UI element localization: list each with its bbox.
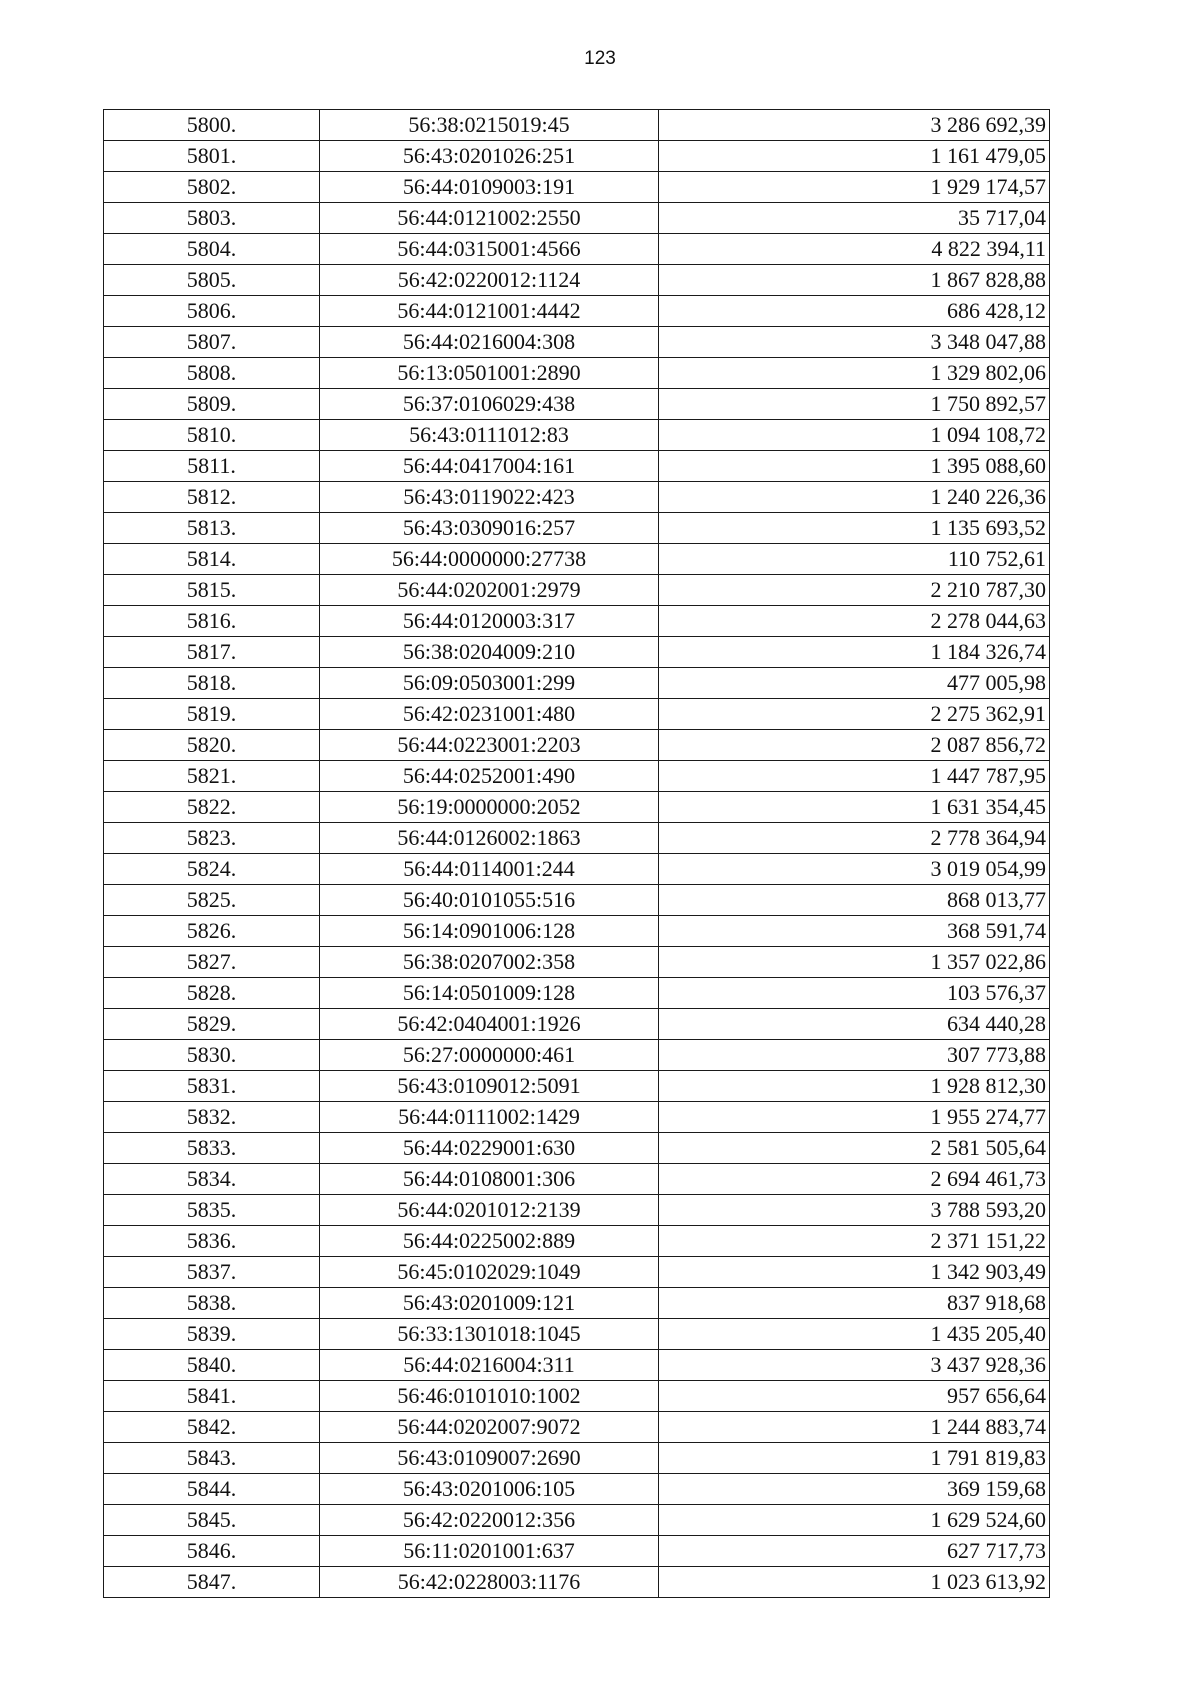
table-row xyxy=(104,544,1050,575)
table-row xyxy=(104,575,1050,606)
cadastral-number-cell: 56:43:0201026:251 xyxy=(320,141,659,172)
table-row xyxy=(104,482,1050,513)
row-number-cell: 5843. xyxy=(104,1443,320,1474)
cadastral-number-cell: 56:44:0202001:2979 xyxy=(320,575,659,606)
cadastral-number-cell: 56:43:0201009:121 xyxy=(320,1288,659,1319)
table-row xyxy=(104,730,1050,761)
cadastral-number-cell: 56:44:0000000:27738 xyxy=(320,544,659,575)
cadastral-number-cell: 56:11:0201001:637 xyxy=(320,1536,659,1567)
table-row xyxy=(104,1567,1050,1598)
value-cell: 627 717,73 xyxy=(659,1536,1050,1567)
table-row xyxy=(104,451,1050,482)
row-number-cell: 5800. xyxy=(104,110,320,141)
table-row xyxy=(104,1412,1050,1443)
value-cell: 1 184 326,74 xyxy=(659,637,1050,668)
table-row xyxy=(104,420,1050,451)
row-number-cell: 5806. xyxy=(104,296,320,327)
table-row xyxy=(104,110,1050,141)
value-cell: 837 918,68 xyxy=(659,1288,1050,1319)
table-row xyxy=(104,1195,1050,1226)
cadastral-number-cell: 56:44:0229001:630 xyxy=(320,1133,659,1164)
table-row xyxy=(104,1350,1050,1381)
row-number-cell: 5818. xyxy=(104,668,320,699)
value-cell: 1 357 022,86 xyxy=(659,947,1050,978)
value-cell: 1 023 613,92 xyxy=(659,1567,1050,1598)
table-row xyxy=(104,1536,1050,1567)
cadastral-number-cell: 56:45:0102029:1049 xyxy=(320,1257,659,1288)
value-cell: 2 778 364,94 xyxy=(659,823,1050,854)
row-number-cell: 5802. xyxy=(104,172,320,203)
row-number-cell: 5833. xyxy=(104,1133,320,1164)
value-cell: 1 161 479,05 xyxy=(659,141,1050,172)
value-cell: 1 791 819,83 xyxy=(659,1443,1050,1474)
row-number-cell: 5825. xyxy=(104,885,320,916)
table-row xyxy=(104,823,1050,854)
table-row xyxy=(104,1505,1050,1536)
row-number-cell: 5810. xyxy=(104,420,320,451)
cadastral-number-cell: 56:44:0120003:317 xyxy=(320,606,659,637)
table-row xyxy=(104,265,1050,296)
cadastral-number-cell: 56:42:0220012:1124 xyxy=(320,265,659,296)
row-number-cell: 5813. xyxy=(104,513,320,544)
cadastral-number-cell: 56:43:0109007:2690 xyxy=(320,1443,659,1474)
cadastral-number-cell: 56:27:0000000:461 xyxy=(320,1040,659,1071)
value-cell: 3 019 054,99 xyxy=(659,854,1050,885)
value-cell: 686 428,12 xyxy=(659,296,1050,327)
cadastral-number-cell: 56:44:0202007:9072 xyxy=(320,1412,659,1443)
row-number-cell: 5847. xyxy=(104,1567,320,1598)
table-row xyxy=(104,885,1050,916)
value-cell: 110 752,61 xyxy=(659,544,1050,575)
value-cell: 368 591,74 xyxy=(659,916,1050,947)
row-number-cell: 5817. xyxy=(104,637,320,668)
row-number-cell: 5837. xyxy=(104,1257,320,1288)
table-row xyxy=(104,1102,1050,1133)
row-number-cell: 5814. xyxy=(104,544,320,575)
table-row xyxy=(104,203,1050,234)
table-row xyxy=(104,1226,1050,1257)
row-number-cell: 5836. xyxy=(104,1226,320,1257)
table-row xyxy=(104,792,1050,823)
row-number-cell: 5841. xyxy=(104,1381,320,1412)
value-cell: 2 275 362,91 xyxy=(659,699,1050,730)
row-number-cell: 5830. xyxy=(104,1040,320,1071)
table-row xyxy=(104,916,1050,947)
table-row xyxy=(104,513,1050,544)
value-cell: 369 159,68 xyxy=(659,1474,1050,1505)
table-row xyxy=(104,699,1050,730)
row-number-cell: 5842. xyxy=(104,1412,320,1443)
row-number-cell: 5822. xyxy=(104,792,320,823)
table-row xyxy=(104,1071,1050,1102)
cadastral-number-cell: 56:44:0315001:4566 xyxy=(320,234,659,265)
table-row xyxy=(104,1040,1050,1071)
value-cell: 2 581 505,64 xyxy=(659,1133,1050,1164)
cadastral-number-cell: 56:43:0119022:423 xyxy=(320,482,659,513)
registry-table xyxy=(103,109,1050,1598)
cadastral-number-cell: 56:43:0309016:257 xyxy=(320,513,659,544)
row-number-cell: 5804. xyxy=(104,234,320,265)
value-cell: 1 240 226,36 xyxy=(659,482,1050,513)
value-cell: 1 447 787,95 xyxy=(659,761,1050,792)
row-number-cell: 5815. xyxy=(104,575,320,606)
cadastral-number-cell: 56:44:0121001:4442 xyxy=(320,296,659,327)
cadastral-number-cell: 56:38:0204009:210 xyxy=(320,637,659,668)
table-row xyxy=(104,172,1050,203)
table-row xyxy=(104,1257,1050,1288)
row-number-cell: 5809. xyxy=(104,389,320,420)
table-row xyxy=(104,327,1050,358)
registry-table-body xyxy=(104,110,1050,1598)
row-number-cell: 5801. xyxy=(104,141,320,172)
value-cell: 1 342 903,49 xyxy=(659,1257,1050,1288)
cadastral-number-cell: 56:44:0126002:1863 xyxy=(320,823,659,854)
cadastral-number-cell: 56:19:0000000:2052 xyxy=(320,792,659,823)
cadastral-number-cell: 56:44:0109003:191 xyxy=(320,172,659,203)
value-cell: 1 629 524,60 xyxy=(659,1505,1050,1536)
value-cell: 4 822 394,11 xyxy=(659,234,1050,265)
value-cell: 868 013,77 xyxy=(659,885,1050,916)
cadastral-number-cell: 56:44:0108001:306 xyxy=(320,1164,659,1195)
cadastral-number-cell: 56:44:0223001:2203 xyxy=(320,730,659,761)
table-row xyxy=(104,761,1050,792)
cadastral-number-cell: 56:44:0252001:490 xyxy=(320,761,659,792)
value-cell: 477 005,98 xyxy=(659,668,1050,699)
table-row xyxy=(104,234,1050,265)
row-number-cell: 5811. xyxy=(104,451,320,482)
value-cell: 1 329 802,06 xyxy=(659,358,1050,389)
value-cell: 957 656,64 xyxy=(659,1381,1050,1412)
table-row xyxy=(104,358,1050,389)
table-row xyxy=(104,141,1050,172)
value-cell: 2 278 044,63 xyxy=(659,606,1050,637)
table-row xyxy=(104,1443,1050,1474)
cadastral-number-cell: 56:44:0111002:1429 xyxy=(320,1102,659,1133)
cadastral-number-cell: 56:44:0114001:244 xyxy=(320,854,659,885)
row-number-cell: 5829. xyxy=(104,1009,320,1040)
value-cell: 1 244 883,74 xyxy=(659,1412,1050,1443)
row-number-cell: 5827. xyxy=(104,947,320,978)
value-cell: 3 286 692,39 xyxy=(659,110,1050,141)
value-cell: 1 135 693,52 xyxy=(659,513,1050,544)
value-cell: 1 929 174,57 xyxy=(659,172,1050,203)
table-row xyxy=(104,978,1050,1009)
value-cell: 1 395 088,60 xyxy=(659,451,1050,482)
row-number-cell: 5820. xyxy=(104,730,320,761)
value-cell: 1 631 354,45 xyxy=(659,792,1050,823)
value-cell: 1 867 828,88 xyxy=(659,265,1050,296)
row-number-cell: 5834. xyxy=(104,1164,320,1195)
cadastral-number-cell: 56:44:0417004:161 xyxy=(320,451,659,482)
cadastral-number-cell: 56:14:0501009:128 xyxy=(320,978,659,1009)
row-number-cell: 5838. xyxy=(104,1288,320,1319)
table-row xyxy=(104,606,1050,637)
value-cell: 1 435 205,40 xyxy=(659,1319,1050,1350)
cadastral-number-cell: 56:42:0404001:1926 xyxy=(320,1009,659,1040)
row-number-cell: 5828. xyxy=(104,978,320,1009)
cadastral-number-cell: 56:38:0215019:45 xyxy=(320,110,659,141)
value-cell: 35 717,04 xyxy=(659,203,1050,234)
value-cell: 2 371 151,22 xyxy=(659,1226,1050,1257)
cadastral-number-cell: 56:43:0111012:83 xyxy=(320,420,659,451)
row-number-cell: 5840. xyxy=(104,1350,320,1381)
page-number: 123 xyxy=(584,48,616,69)
row-number-cell: 5826. xyxy=(104,916,320,947)
table-row xyxy=(104,1133,1050,1164)
value-cell: 1 094 108,72 xyxy=(659,420,1050,451)
value-cell: 634 440,28 xyxy=(659,1009,1050,1040)
table-row xyxy=(104,1288,1050,1319)
cadastral-number-cell: 56:44:0121002:2550 xyxy=(320,203,659,234)
value-cell: 2 210 787,30 xyxy=(659,575,1050,606)
row-number-cell: 5823. xyxy=(104,823,320,854)
table-row xyxy=(104,1009,1050,1040)
value-cell: 3 348 047,88 xyxy=(659,327,1050,358)
value-cell: 2 087 856,72 xyxy=(659,730,1050,761)
table-row xyxy=(104,1381,1050,1412)
cadastral-number-cell: 56:44:0216004:308 xyxy=(320,327,659,358)
row-number-cell: 5844. xyxy=(104,1474,320,1505)
cadastral-number-cell: 56:42:0231001:480 xyxy=(320,699,659,730)
cadastral-number-cell: 56:44:0216004:311 xyxy=(320,1350,659,1381)
row-number-cell: 5846. xyxy=(104,1536,320,1567)
row-number-cell: 5812. xyxy=(104,482,320,513)
cadastral-number-cell: 56:42:0220012:356 xyxy=(320,1505,659,1536)
cadastral-number-cell: 56:43:0109012:5091 xyxy=(320,1071,659,1102)
table-row xyxy=(104,1164,1050,1195)
table-row xyxy=(104,1319,1050,1350)
table-row xyxy=(104,947,1050,978)
table-row xyxy=(104,854,1050,885)
cadastral-number-cell: 56:44:0225002:889 xyxy=(320,1226,659,1257)
cadastral-number-cell: 56:42:0228003:1176 xyxy=(320,1567,659,1598)
cadastral-number-cell: 56:14:0901006:128 xyxy=(320,916,659,947)
value-cell: 2 694 461,73 xyxy=(659,1164,1050,1195)
cadastral-number-cell: 56:37:0106029:438 xyxy=(320,389,659,420)
value-cell: 3 788 593,20 xyxy=(659,1195,1050,1226)
row-number-cell: 5845. xyxy=(104,1505,320,1536)
cadastral-number-cell: 56:46:0101010:1002 xyxy=(320,1381,659,1412)
table-row xyxy=(104,1474,1050,1505)
row-number-cell: 5824. xyxy=(104,854,320,885)
row-number-cell: 5816. xyxy=(104,606,320,637)
cadastral-number-cell: 56:33:1301018:1045 xyxy=(320,1319,659,1350)
row-number-cell: 5807. xyxy=(104,327,320,358)
row-number-cell: 5831. xyxy=(104,1071,320,1102)
row-number-cell: 5805. xyxy=(104,265,320,296)
row-number-cell: 5803. xyxy=(104,203,320,234)
value-cell: 307 773,88 xyxy=(659,1040,1050,1071)
row-number-cell: 5821. xyxy=(104,761,320,792)
value-cell: 3 437 928,36 xyxy=(659,1350,1050,1381)
value-cell: 1 928 812,30 xyxy=(659,1071,1050,1102)
value-cell: 103 576,37 xyxy=(659,978,1050,1009)
cadastral-number-cell: 56:40:0101055:516 xyxy=(320,885,659,916)
value-cell: 1 955 274,77 xyxy=(659,1102,1050,1133)
row-number-cell: 5808. xyxy=(104,358,320,389)
cadastral-number-cell: 56:09:0503001:299 xyxy=(320,668,659,699)
cadastral-number-cell: 56:44:0201012:2139 xyxy=(320,1195,659,1226)
table-row xyxy=(104,668,1050,699)
cadastral-number-cell: 56:13:0501001:2890 xyxy=(320,358,659,389)
cadastral-number-cell: 56:43:0201006:105 xyxy=(320,1474,659,1505)
table-row xyxy=(104,389,1050,420)
row-number-cell: 5839. xyxy=(104,1319,320,1350)
table-row xyxy=(104,637,1050,668)
row-number-cell: 5832. xyxy=(104,1102,320,1133)
table-row xyxy=(104,296,1050,327)
row-number-cell: 5819. xyxy=(104,699,320,730)
row-number-cell: 5835. xyxy=(104,1195,320,1226)
value-cell: 1 750 892,57 xyxy=(659,389,1050,420)
cadastral-number-cell: 56:38:0207002:358 xyxy=(320,947,659,978)
